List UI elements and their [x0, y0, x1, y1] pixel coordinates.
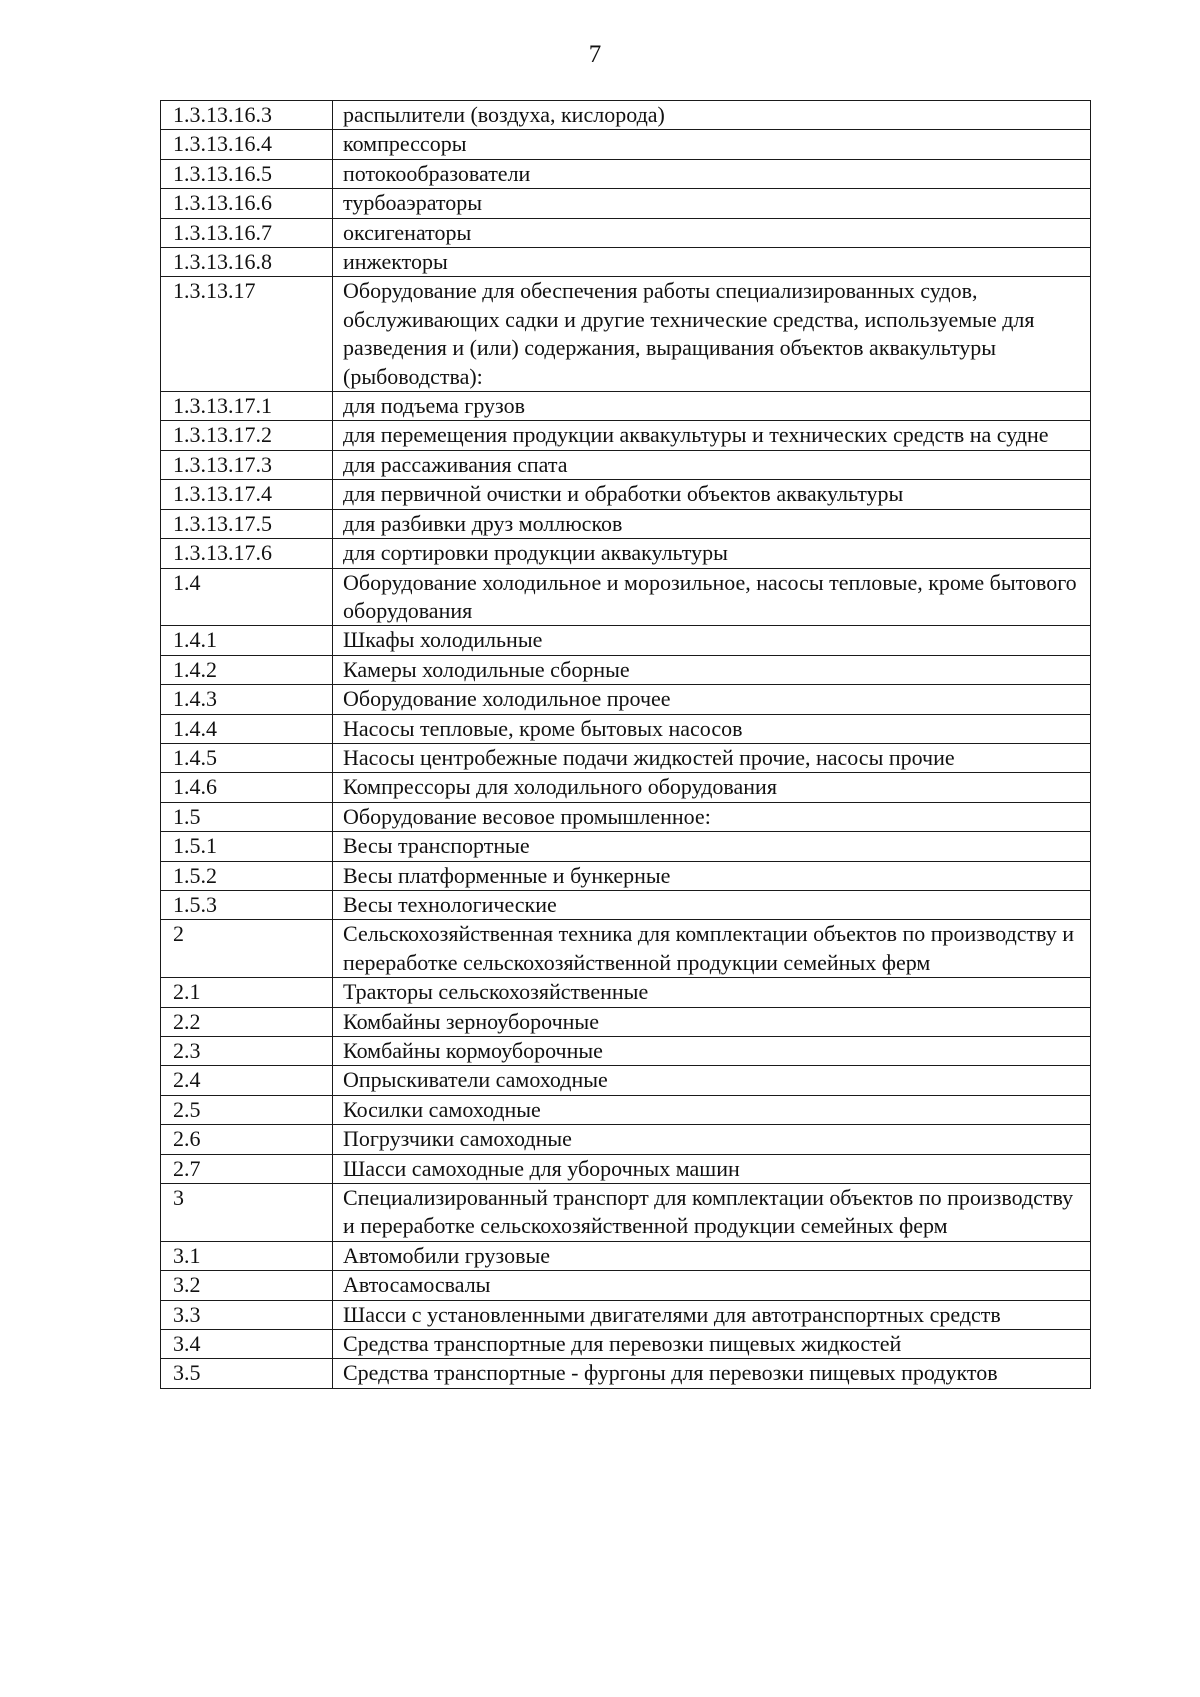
table-row [161, 480, 1091, 509]
item-code: 3 [161, 1184, 333, 1242]
item-code: 1.4 [161, 568, 333, 626]
item-code: 2.3 [161, 1037, 333, 1066]
table-row [161, 861, 1091, 890]
item-code: 1.3.13.16.7 [161, 218, 333, 247]
table-row [161, 1007, 1091, 1036]
item-code: 2.1 [161, 978, 333, 1007]
item-code: 2 [161, 920, 333, 978]
item-description: для разбивки друз моллюсков [333, 509, 1091, 538]
item-description: Шасси самоходные для уборочных машин [333, 1154, 1091, 1183]
item-code: 1.3.13.17.1 [161, 392, 333, 421]
item-code: 1.3.13.17.4 [161, 480, 333, 509]
item-code: 1.3.13.16.4 [161, 130, 333, 159]
item-description: Компрессоры для холодильного оборудования [333, 773, 1091, 802]
item-description: Специализированный транспорт для комплектации объектов по производству и переработке сельскохозяйственной продукции семейных ферм [333, 1184, 1091, 1242]
table-row [161, 1330, 1091, 1359]
item-description: Оборудование весовое промышленное: [333, 802, 1091, 831]
item-description: Автосамосвалы [333, 1271, 1091, 1300]
item-description: Шасси с установленными двигателями для автотранспортных средств [333, 1300, 1091, 1329]
page-number: 7 [588, 41, 602, 68]
table-row [161, 1300, 1091, 1329]
table-row [161, 539, 1091, 568]
table-row [161, 1154, 1091, 1183]
item-code: 1.5.3 [161, 890, 333, 919]
item-description: для сортировки продукции аквакультуры [333, 539, 1091, 568]
item-code: 1.4.2 [161, 655, 333, 684]
table-row [161, 218, 1091, 247]
item-description: распылители (воздуха, кислорода) [333, 101, 1091, 130]
item-description: для рассаживания спата [333, 450, 1091, 479]
item-code: 1.3.13.17.2 [161, 421, 333, 450]
item-description: потокообразователи [333, 159, 1091, 188]
table-row [161, 1037, 1091, 1066]
item-description: Средства транспортные - фургоны для перевозки пищевых продуктов [333, 1359, 1091, 1388]
item-description: Шкафы холодильные [333, 626, 1091, 655]
item-code: 2.7 [161, 1154, 333, 1183]
table-row [161, 189, 1091, 218]
table-row [161, 655, 1091, 684]
item-code: 1.3.13.17 [161, 277, 333, 392]
item-code: 3.4 [161, 1330, 333, 1359]
item-code: 3.1 [161, 1241, 333, 1270]
item-description: Автомобили грузовые [333, 1241, 1091, 1270]
item-description: Оборудование холодильное прочее [333, 685, 1091, 714]
item-description: Сельскохозяйственная техника для комплектации объектов по производству и переработке сельскохозяйственной продукции семейных ферм [333, 920, 1091, 978]
item-description: Камеры холодильные сборные [333, 655, 1091, 684]
item-code: 1.4.1 [161, 626, 333, 655]
item-description: Насосы центробежные подачи жидкостей прочие, насосы прочие [333, 743, 1091, 772]
item-code: 1.5.1 [161, 832, 333, 861]
table-row [161, 1095, 1091, 1124]
item-code: 2.6 [161, 1125, 333, 1154]
item-description: Весы технологические [333, 890, 1091, 919]
table-row [161, 920, 1091, 978]
table-row [161, 802, 1091, 831]
item-description: Косилки самоходные [333, 1095, 1091, 1124]
item-code: 1.3.13.17.3 [161, 450, 333, 479]
item-code: 1.3.13.16.5 [161, 159, 333, 188]
table-row [161, 130, 1091, 159]
item-description: Насосы тепловые, кроме бытовых насосов [333, 714, 1091, 743]
table-row [161, 450, 1091, 479]
item-description: для подъема грузов [333, 392, 1091, 421]
item-description: Комбайны зерноуборочные [333, 1007, 1091, 1036]
item-code: 2.4 [161, 1066, 333, 1095]
table-row [161, 568, 1091, 626]
item-code: 1.4.5 [161, 743, 333, 772]
table-row [161, 714, 1091, 743]
table-row [161, 392, 1091, 421]
table-row [161, 1359, 1091, 1388]
table-row [161, 509, 1091, 538]
item-description: Оборудование для обеспечения работы специализированных судов, обслуживающих садки и другие технические средства, используемые для разведения и (или) содержания, выращивания объектов аквакультуры (рыбоводства): [333, 277, 1091, 392]
item-description: Весы транспортные [333, 832, 1091, 861]
table-row [161, 626, 1091, 655]
item-code: 1.3.13.16.3 [161, 101, 333, 130]
table-row [161, 743, 1091, 772]
item-code: 1.3.13.17.6 [161, 539, 333, 568]
item-description: для первичной очистки и обработки объектов аквакультуры [333, 480, 1091, 509]
item-code: 1.4.6 [161, 773, 333, 802]
item-code: 1.4.4 [161, 714, 333, 743]
item-description: Опрыскиватели самоходные [333, 1066, 1091, 1095]
item-code: 2.5 [161, 1095, 333, 1124]
item-code: 1.5 [161, 802, 333, 831]
item-description: Оборудование холодильное и морозильное, насосы тепловые, кроме бытового оборудования [333, 568, 1091, 626]
table-row [161, 832, 1091, 861]
item-description: оксигенаторы [333, 218, 1091, 247]
table-row [161, 1241, 1091, 1270]
table-row [161, 685, 1091, 714]
table-row [161, 101, 1091, 130]
item-code: 3.2 [161, 1271, 333, 1300]
item-description: Комбайны кормоуборочные [333, 1037, 1091, 1066]
table-row [161, 159, 1091, 188]
item-description: инжекторы [333, 248, 1091, 277]
item-description: Весы платформенные и бункерные [333, 861, 1091, 890]
item-code: 3.3 [161, 1300, 333, 1329]
table-row [161, 1125, 1091, 1154]
table-row [161, 890, 1091, 919]
item-description: для перемещения продукции аквакультуры и технических средств на судне [333, 421, 1091, 450]
item-description: Средства транспортные для перевозки пищевых жидкостей [333, 1330, 1091, 1359]
table-row [161, 1184, 1091, 1242]
table-row [161, 773, 1091, 802]
table-row [161, 248, 1091, 277]
table-body [161, 101, 1091, 1389]
table-row [161, 277, 1091, 392]
table-row [161, 421, 1091, 450]
table-row [161, 1066, 1091, 1095]
item-code: 1.3.13.16.8 [161, 248, 333, 277]
item-code: 1.3.13.16.6 [161, 189, 333, 218]
item-description: Тракторы сельскохозяйственные [333, 978, 1091, 1007]
item-code: 2.2 [161, 1007, 333, 1036]
item-description: компрессоры [333, 130, 1091, 159]
item-description: турбоаэраторы [333, 189, 1091, 218]
item-code: 1.3.13.17.5 [161, 509, 333, 538]
item-code: 1.5.2 [161, 861, 333, 890]
table-row [161, 978, 1091, 1007]
item-description: Погрузчики самоходные [333, 1125, 1091, 1154]
item-code: 1.4.3 [161, 685, 333, 714]
table-row [161, 1271, 1091, 1300]
item-code: 3.5 [161, 1359, 333, 1388]
equipment-table [160, 100, 1091, 1389]
